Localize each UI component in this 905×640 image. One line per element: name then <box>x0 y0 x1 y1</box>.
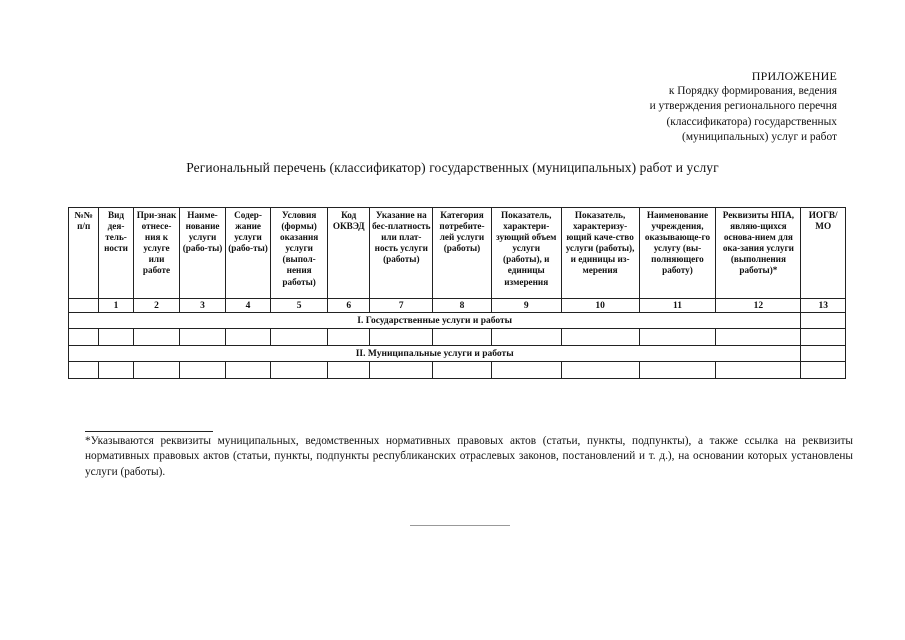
footnote: *Указываются реквизиты муниципальных, ведомственных нормативных правовых актов (статьи, пункты, подпункты), а также ссылка на реквизиты нормативных правовых актов (статьи, пункты, подпункты республиканских отраслевых законов, постановлений и т. д.), на основании которых установлены услуги (работы). <box>85 435 853 478</box>
footnote-divider <box>85 431 213 432</box>
table-cell <box>801 346 846 362</box>
table-cell <box>180 329 226 346</box>
appendix-line: к Порядку формирования, ведения <box>668 85 837 98</box>
column-header: Указание на бес-платность или плат-ность услуги (работы) <box>370 208 433 299</box>
column-header: №№ п/п <box>69 208 99 299</box>
column-header: Содер-жание услуги (рабо-ты) <box>225 208 271 299</box>
column-header: Наименование учреждения, оказывающе-го услугу (вы-полняющего работу) <box>639 208 716 299</box>
table-cell <box>639 362 716 379</box>
column-number: 6 <box>327 299 369 313</box>
table-cell <box>133 362 180 379</box>
column-header: При-знак отнесе-ния к услуге или работе <box>133 208 180 299</box>
table-cell <box>716 362 801 379</box>
column-number: 12 <box>716 299 801 313</box>
column-header: Показатель, характеризу-ющий каче-ство услуги (работы), и единицы из-мерения <box>561 208 639 299</box>
table-cell <box>225 329 271 346</box>
table-cell <box>433 362 492 379</box>
column-number: 8 <box>433 299 492 313</box>
column-number: 1 <box>99 299 133 313</box>
column-header: ИОГВ/ МО <box>801 208 846 299</box>
table-cell <box>561 362 639 379</box>
column-header: Наиме-нование услуги (рабо-ты) <box>180 208 226 299</box>
table-row <box>69 362 846 379</box>
column-header: Категория потребите-лей услуги (работы) <box>433 208 492 299</box>
table-cell <box>225 362 271 379</box>
table-cell <box>69 362 99 379</box>
column-header: Условия (формы) оказания услуги (выпол-нения работы) <box>271 208 328 299</box>
table-cell <box>491 329 561 346</box>
column-header: Реквизиты НПА, являю-щихся основа-нием для ока-зания услуги (выполнения работы)* <box>716 208 801 299</box>
table-cell <box>716 329 801 346</box>
column-number: 3 <box>180 299 226 313</box>
section-title: II. Муниципальные услуги и работы <box>69 346 801 362</box>
column-number: 4 <box>225 299 271 313</box>
table-cell <box>99 362 133 379</box>
document-title: Региональный перечень (классификатор) государственных (муниципальных) работ и услуг <box>186 160 719 175</box>
table-cell <box>491 362 561 379</box>
appendix-line: (классификатора) государственных <box>666 115 837 128</box>
table-cell <box>69 329 99 346</box>
table-row <box>69 329 846 346</box>
appendix-title: ПРИЛОЖЕНИЕ <box>751 69 837 83</box>
section-row-municipal <box>69 346 846 362</box>
table-cell <box>639 329 716 346</box>
table-cell <box>433 329 492 346</box>
table-cell <box>801 329 846 346</box>
column-header: Код ОКВЭД <box>327 208 369 299</box>
table-cell <box>271 362 328 379</box>
section-title: I. Государственные услуги и работы <box>69 313 801 329</box>
appendix-line: и утверждения регионального перечня <box>649 100 837 113</box>
column-number: 2 <box>133 299 180 313</box>
table-cell <box>370 329 433 346</box>
table-cell <box>133 329 180 346</box>
appendix-line: (муниципальных) услуг и работ <box>682 130 837 143</box>
column-number <box>69 299 99 313</box>
column-header: Вид дея-тель-ности <box>99 208 133 299</box>
table-cell <box>561 329 639 346</box>
column-header: Показатель, характери-зующий объем услуги (работы), и единицы измерения <box>491 208 561 299</box>
section-row-state <box>69 313 846 329</box>
column-number: 7 <box>370 299 433 313</box>
table-cell <box>370 362 433 379</box>
column-number: 13 <box>801 299 846 313</box>
table-cell <box>180 362 226 379</box>
column-number-row <box>69 299 846 313</box>
column-number: 10 <box>561 299 639 313</box>
column-number: 9 <box>491 299 561 313</box>
header-row <box>69 208 846 299</box>
table-cell <box>801 362 846 379</box>
table-cell <box>327 362 369 379</box>
table-cell <box>99 329 133 346</box>
table-cell <box>801 313 846 329</box>
table-cell <box>327 329 369 346</box>
registry-table <box>68 207 846 379</box>
column-number: 5 <box>271 299 328 313</box>
column-number: 11 <box>639 299 716 313</box>
table-cell <box>271 329 328 346</box>
bottom-divider <box>410 525 510 526</box>
appendix-block <box>537 69 837 145</box>
